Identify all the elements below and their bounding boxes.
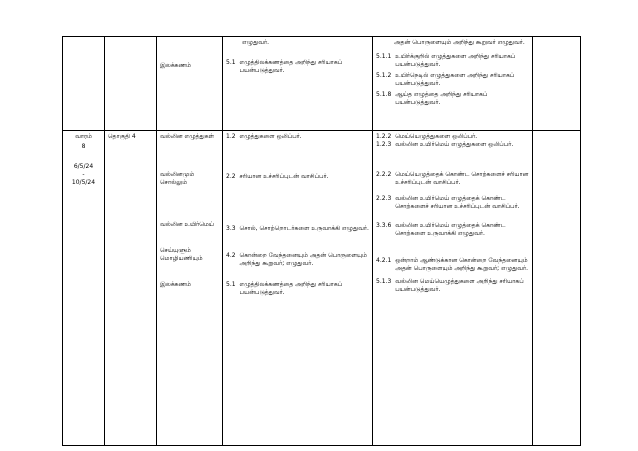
skill-cell xyxy=(157,131,223,446)
standard-item xyxy=(226,225,369,233)
table-row xyxy=(63,37,581,131)
standard-number: 4.2 xyxy=(226,252,236,259)
objective-number: 1.2.2 xyxy=(376,133,392,140)
unit-cell xyxy=(105,131,157,446)
standard-number: 3.3 xyxy=(226,225,236,232)
standard-text: எழுத்திலக்கணத்தை அறிந்து சரியாகப் பயன்படுத்துவர். xyxy=(239,281,343,296)
objective-item xyxy=(376,72,529,88)
objective-text: மெய்யெழுத்துகளை ஒலிப்பர். xyxy=(395,133,478,140)
skill-label: வல்லின உயிர்மெய் xyxy=(160,221,214,228)
standard-number: 5.1 xyxy=(226,59,236,66)
standard-text: கொன்றை வேந்தனையும் அதன் பொருளையும் அறிந்து கூறுவர்; எழுதுவர். xyxy=(239,252,368,267)
standard-item xyxy=(226,281,369,297)
week-label: வாரம் xyxy=(75,133,92,140)
objective-text: வல்லின மெய்யெழுத்துகளை அறிந்து சரியாகப் பயன்படுத்துவர். xyxy=(395,278,524,293)
objective-item xyxy=(376,257,529,273)
standard-number: 2.2 xyxy=(226,173,236,180)
objective-item xyxy=(376,278,529,294)
objective-text: வல்லின உயிர்மெய் எழுத்தைக் கொண்ட சொற்களைச் சரியான உச்சரிப்புடன் வாசிப்பர். xyxy=(395,195,520,210)
standard-item xyxy=(226,173,369,181)
continued-text: அதன் பொருளையும் அறிந்து கூறுவர் எழுதுவர். xyxy=(394,39,525,46)
objective-number: 5.1.2 xyxy=(376,72,392,79)
objective-item xyxy=(376,53,529,69)
standard-item xyxy=(226,252,369,268)
standard-cell xyxy=(223,37,373,131)
skill-label: செய்யுளும் மொழியணியும் xyxy=(160,247,203,262)
objective-item xyxy=(376,133,529,141)
week-number: 8 xyxy=(81,143,86,150)
objective-text: வல்லின உயிர்மெய் எழுத்தைக் கொண்ட சொற்களை உருவாக்கி எழுதுவர். xyxy=(395,222,506,237)
continued-text: எழுதுவர். xyxy=(242,39,270,46)
date-from: 6/5/24 xyxy=(73,163,94,170)
notes-cell xyxy=(533,37,581,131)
date-to: 10/5/24 xyxy=(71,179,96,186)
objective-item xyxy=(376,171,529,187)
objective-item xyxy=(376,195,529,211)
objective-item xyxy=(376,222,529,238)
objective-number: 5.1.1 xyxy=(376,53,392,60)
standard-item xyxy=(226,133,369,141)
objective-number: 1.2.3 xyxy=(376,141,392,148)
objective-cell xyxy=(373,131,533,446)
objective-number: 2.2.2 xyxy=(376,171,392,178)
skill-label: வல்லினமும் சொல்லும் xyxy=(160,171,195,186)
notes-cell xyxy=(533,131,581,446)
standard-text: எழுத்திலக்கணத்தை அறிந்து சரியாகப் பயன்படுத்துவர். xyxy=(239,59,343,74)
week-cell xyxy=(63,37,105,131)
standard-cell xyxy=(223,131,373,446)
objective-text: ஒன்றாம் ஆண்டுக்கான கொன்றை வேந்தனையும் அதன் பொருளையும் அறிந்து கூறுவர்; எழுதுவர். xyxy=(395,257,529,272)
objective-item xyxy=(376,141,529,149)
objective-cell xyxy=(373,37,533,131)
standard-text: எழுத்துகளை ஒலிப்பர். xyxy=(239,133,302,140)
standard-text: சரியான உச்சரிப்புடன் வாசிப்பர். xyxy=(239,173,329,180)
lesson-plan-table xyxy=(62,36,581,446)
objective-text: மெய்யெழுத்தைக் கொண்ட சொற்களைச் சரியான உச்சரிப்புடன் வாசிப்பர். xyxy=(395,171,529,186)
week-cell xyxy=(63,131,105,446)
objective-item xyxy=(376,91,529,107)
table-row xyxy=(63,131,581,446)
unit-label: தொகுதி 4 xyxy=(108,133,136,140)
standard-item xyxy=(226,59,369,75)
objective-number: 5.1.8 xyxy=(376,91,392,98)
standard-number: 1.2 xyxy=(226,133,236,140)
standard-number: 5.1 xyxy=(226,281,236,288)
skill-label: வல்லின எழுத்துகள் xyxy=(160,133,215,140)
objective-text: ஆய்த எழுத்தை அறிந்து சரியாகப் பயன்படுத்துவர். xyxy=(395,91,488,106)
skill-cell xyxy=(157,37,223,131)
objective-text: வல்லின உயிர்மெய் எழுத்துகளை ஒலிப்பர். xyxy=(395,141,514,148)
standard-text: சொல், சொற்றொடர்களை உருவாக்கி எழுதுவர். xyxy=(239,225,369,232)
objective-text: உயிர்நெடில் எழுத்துகளை அறிந்து சரியாகப் பயன்படுத்துவர். xyxy=(395,72,515,87)
objective-number: 5.1.3 xyxy=(376,278,392,285)
objective-text: உயிர்க்குறில் எழுத்துகளை அறிந்து சரியாகப் பயன்படுத்துவர். xyxy=(395,53,516,68)
skill-label: இலக்கணம் xyxy=(160,281,191,288)
skill-label: இலக்கணம் xyxy=(160,62,191,69)
objective-number: 3.3.6 xyxy=(376,222,392,229)
objective-number: 4.2.1 xyxy=(376,257,392,264)
objective-number: 2.2.3 xyxy=(376,195,392,202)
date-dash: - xyxy=(82,171,85,178)
unit-cell xyxy=(105,37,157,131)
